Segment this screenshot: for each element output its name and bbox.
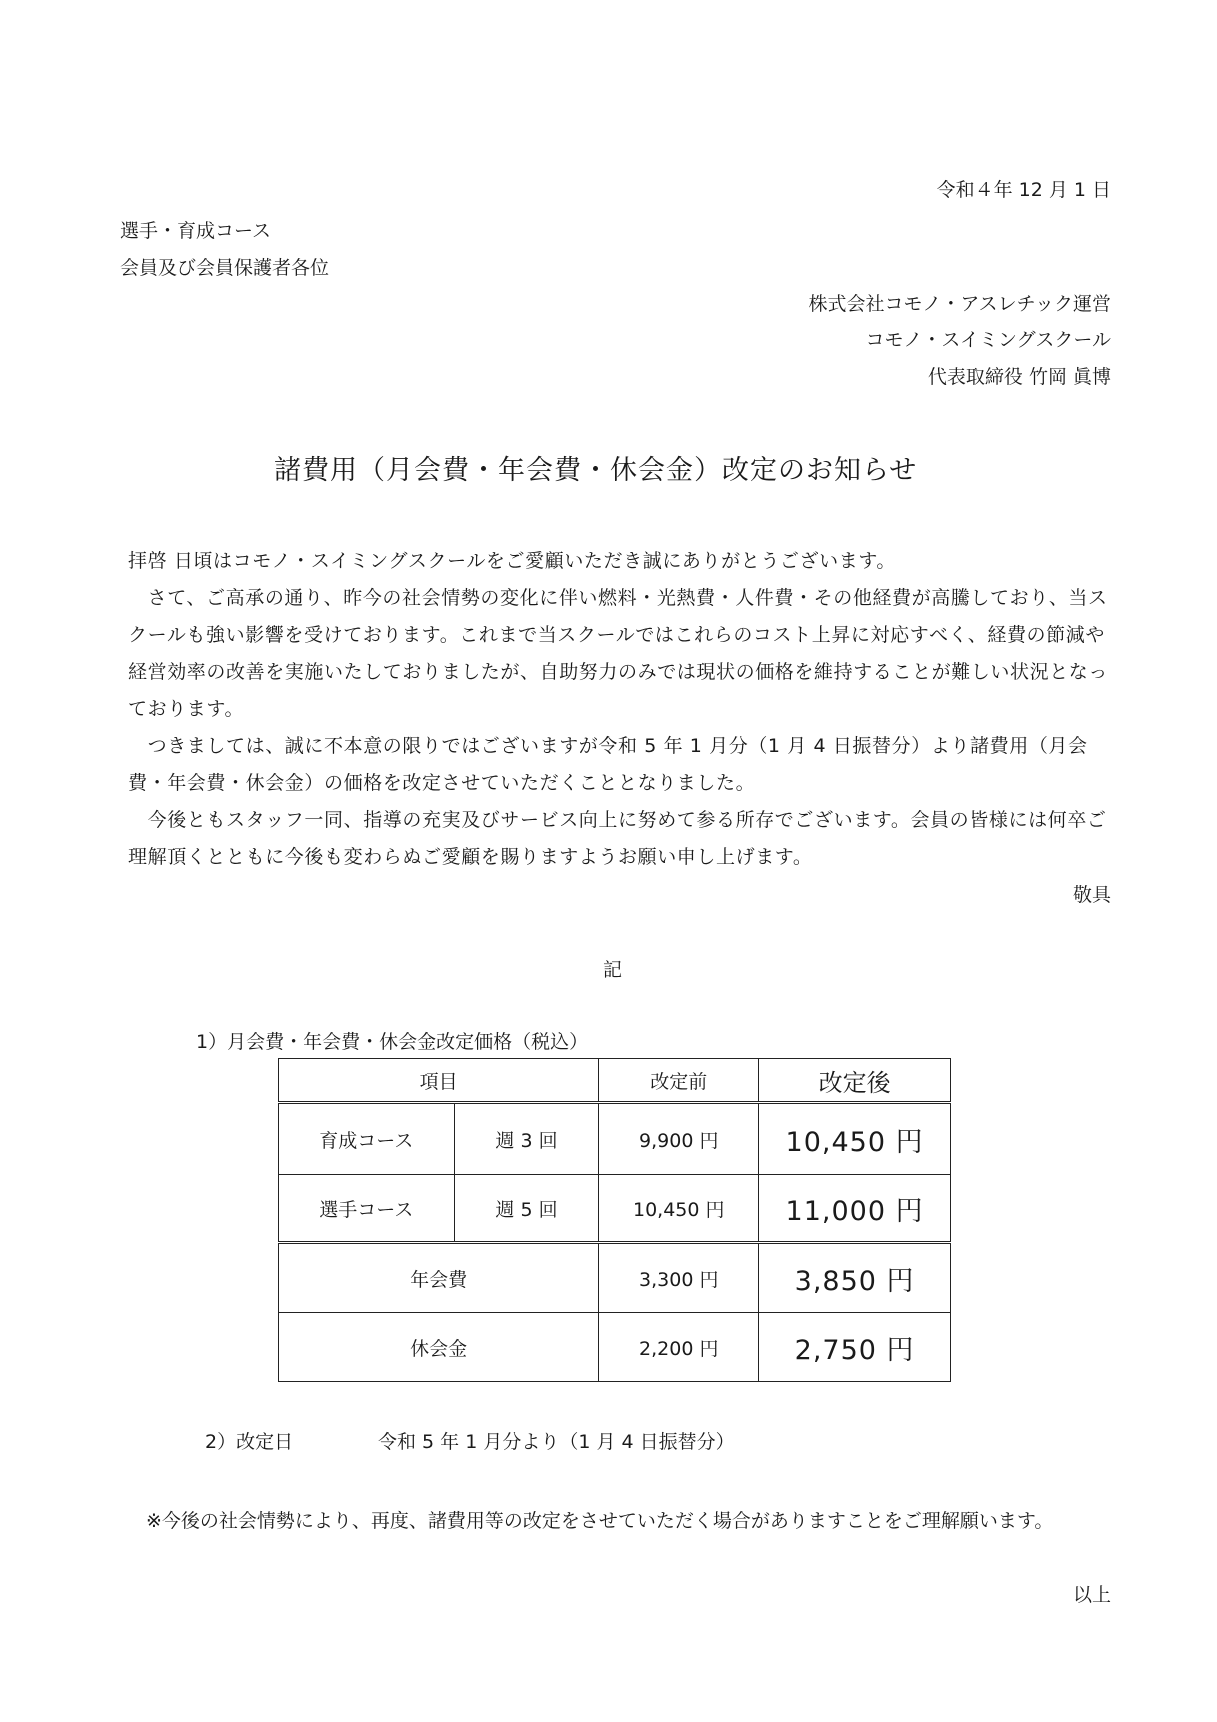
recipient-line-1: 選手・育成コース (120, 220, 272, 242)
table-row (279, 1243, 951, 1313)
table-row (279, 1313, 951, 1382)
table-row (279, 1175, 951, 1243)
body-paragraph-1: 拝啓 日頃はコモノ・スイミングスクールをご愛顧いただき誠にありがとうございます。 (128, 550, 897, 572)
body-paragraph-3: つきましては、誠に不本意の限りではございますが令和 5 年 1 月分（1 月 4 日振替分）より諸費用（月会費・年会費・休会金）の価格を改定させていただくこととなりました。 (128, 735, 1088, 794)
row-price-before: 10,450 円 (599, 1175, 759, 1243)
header-after: 改定後 (759, 1059, 951, 1103)
header-before: 改定前 (599, 1059, 759, 1103)
row-course: 休会金 (279, 1313, 599, 1382)
section-1-heading: 1）月会費・年会費・休会金改定価格（税込） (196, 1031, 589, 1053)
row-price-after: 10,450 円 (759, 1103, 951, 1175)
row-frequency: 週 5 回 (454, 1175, 599, 1243)
table-header-row (279, 1059, 951, 1103)
row-course: 選手コース (279, 1175, 455, 1243)
closing-keigu: 敬具 (1072, 884, 1111, 906)
document-date: 令和４年 12 月 1 日 (936, 179, 1111, 201)
table-row (279, 1103, 951, 1175)
row-price-before: 3,300 円 (599, 1243, 759, 1313)
row-price-before: 2,200 円 (599, 1313, 759, 1382)
row-price-after: 3,850 円 (759, 1243, 951, 1313)
row-course: 育成コース (279, 1103, 455, 1175)
ki-heading: 記 (603, 959, 623, 981)
row-course: 年会費 (279, 1243, 599, 1313)
row-price-after: 11,000 円 (759, 1175, 951, 1243)
sender-representative: 代表取締役 竹岡 眞博 (927, 366, 1111, 388)
price-table (278, 1058, 951, 1382)
page-title: 諸費用（月会費・年会費・休会金）改定のお知らせ (274, 455, 918, 486)
row-frequency: 週 3 回 (454, 1103, 599, 1175)
body-paragraph-2: さて、ご高承の通り、昨今の社会情勢の変化に伴い燃料・光熱費・人件費・その他経費が高騰しており、当スクールも強い影響を受けております。これまで当スクールではこれらのコスト上昇に対応すべく、経費の節減や経営効率の改善を実施いたしておりましたが、自助努力のみでは現状の価格を維持することが難しい状況となっております。 (128, 587, 1109, 720)
section-2-label: 2）改定日 (205, 1431, 294, 1453)
row-price-after: 2,750 円 (759, 1313, 951, 1382)
sender-school: コモノ・スイミングスクール (865, 329, 1111, 351)
row-price-before: 9,900 円 (599, 1103, 759, 1175)
header-item: 項目 (279, 1059, 599, 1103)
sender-company: 株式会社コモノ・アスレチック運営 (808, 293, 1111, 315)
footnote: ※今後の社会情勢により、再度、諸費用等の改定をさせていただく場合がありますことをご理解願います。 (146, 1510, 1054, 1532)
body-paragraph-4: 今後ともスタッフ一同、指導の充実及びサービス向上に努めて参る所存でございます。会員の皆様には何卒ご理解頂くとともに今後も変わらぬご愛顧を賜りますようお願い申し上げます。 (128, 809, 1107, 868)
recipient-line-2: 会員及び会員保護者各位 (120, 257, 330, 279)
section-2-value: 令和 5 年 1 月分より（1 月 4 日振替分） (378, 1431, 735, 1453)
closing-ijou: 以上 (1072, 1584, 1111, 1606)
